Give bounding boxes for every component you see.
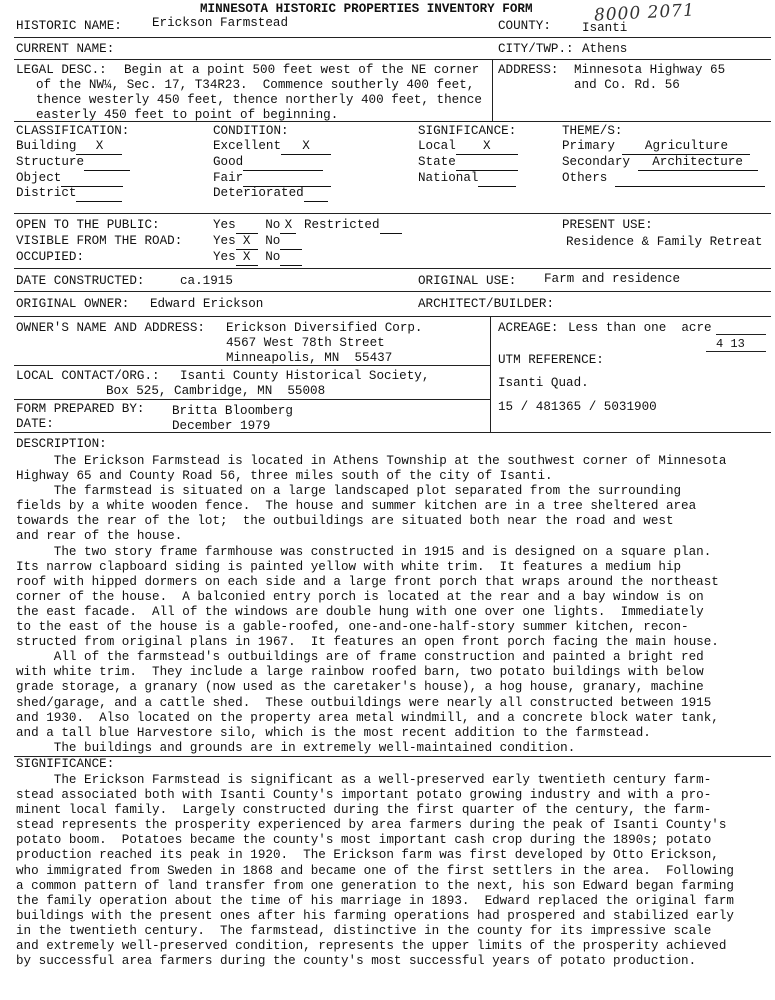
theme-others: Others <box>562 171 765 187</box>
utm-quad: Isanti Quad. <box>498 376 589 390</box>
original-use-value: Farm and residence <box>544 272 681 286</box>
present-use-value: Residence & Family Retreat <box>566 235 763 249</box>
condition-deteriorated: Deteriorated <box>213 186 328 202</box>
legal-desc-label: LEGAL DESC.: <box>16 63 107 77</box>
legal-desc-line: of the NW¼, Sec. 17, T34R23. Commence southerly 400 feet, <box>36 78 475 92</box>
open-to-public-label: OPEN TO THE PUBLIC: <box>16 218 160 232</box>
legal-desc-line: easterly 450 feet to point of beginning. <box>36 108 339 122</box>
local-contact-line: Isanti County Historical Society, <box>180 369 430 383</box>
description-body: The Erickson Farmstead is located in Athens Township at the southwest corner of Minnesota Highway 65 and County Road 56, three miles south of the city of Isanti. The farmstead is situated on a large landscaped plot separated from the surrounding fields by a white wooden fence. The house and summer kitchen are in a tree sheltered area towards the rear of the lot; the outbuildings are situated both near the road and west and rear of the house. The two story frame farmhouse was constructed in 1915 and is designed on a square plan. Its narrow clapboard siding is painted yellow with white trim. It features a medium hip roof with hipped dormers on each side and a large front porch that wraps around the northeast corner of the house. A balconied entry porch is located at the rear and a bay window is on the east facade. All of the windows are double hung with one over one lights. Immediately to the east of the house is a gable-roofed, one-and-one-half-story summer kitchen, recon- structed from original plans in 1967. It features an open front porch facing the main house. All of the farmstead's outbuildings are of frame construction and painted a bright red with white trim. They include a large rainbow roofed barn, two potato buildings with below grade storage, a granary (now used as the caretaker's house), a hog house, granary, machine shed/garage, and a cattle shed. These outbuildings were nearly all constructed between 1915 and 1930. Also located on the property area metal windmill, and a concrete block water tank, and a tall blue Harvestore silo, which is the most recent addition to the farmstead. The buildings and grounds are in extremely well-maintained condition. <box>16 454 727 755</box>
visible-from-road-options: Yes X No <box>213 234 302 250</box>
visible-from-road-label: VISIBLE FROM THE ROAD: <box>16 234 183 248</box>
utm-coords: 15 / 481365 / 5031900 <box>498 400 657 414</box>
condition-fair: Fair <box>213 171 331 187</box>
occupied-options: Yes X No <box>213 250 302 266</box>
condition-label: CONDITION: <box>213 124 289 138</box>
address-label: ADDRESS: <box>498 63 559 77</box>
condition-good: Good <box>213 155 323 171</box>
legal-desc-line: Begin at a point 500 feet west of the NE corner <box>124 63 480 77</box>
description-label: DESCRIPTION: <box>16 437 107 451</box>
legal-desc-line: thence westerly 450 feet, thence northerly 400 feet, thence <box>36 93 482 107</box>
form-date-value: December 1979 <box>172 419 271 433</box>
classification-building: Building X <box>16 139 122 155</box>
date-constructed-label: DATE CONSTRUCTED: <box>16 274 145 288</box>
owner-line: 4567 West 78th Street <box>226 336 385 350</box>
original-owner-value: Edward Erickson <box>150 297 264 311</box>
historic-name-value: Erickson Farmstead <box>152 16 289 30</box>
owner-line: Erickson Diversified Corp. <box>226 321 423 335</box>
acreage-value: Less than one acre <box>568 321 712 335</box>
classification-structure: Structure <box>16 155 130 171</box>
architect-label: ARCHITECT/BUILDER: <box>418 297 555 311</box>
utm-label: UTM REFERENCE: <box>498 353 604 367</box>
classification-district: District <box>16 186 122 202</box>
significance-national: National <box>418 171 516 187</box>
owner-label: OWNER'S NAME AND ADDRESS: <box>16 321 205 335</box>
significance-box-label: SIGNIFICANCE: <box>418 124 517 138</box>
form-prepared-by-value: Britta Bloomberg <box>172 404 293 418</box>
local-contact-label: LOCAL CONTACT/ORG.: <box>16 369 160 383</box>
form-number-handwritten: 8000 2071 <box>593 0 696 26</box>
form-title: MINNESOTA HISTORIC PROPERTIES INVENTORY FORM <box>200 2 533 16</box>
theme-secondary: Secondary Architecture <box>562 155 758 171</box>
open-to-public-options: Yes No X Restricted <box>213 218 402 234</box>
themes-label: THEME/S: <box>562 124 623 138</box>
city-twp-label: CITY/TWP.: <box>498 42 574 56</box>
significance-label: SIGNIFICANCE: <box>16 757 115 771</box>
current-name-label: CURRENT NAME: <box>16 42 115 56</box>
condition-excellent: Excellent X <box>213 139 331 155</box>
occupied-label: OCCUPIED: <box>16 250 85 264</box>
acreage-label: ACREAGE: <box>498 321 559 335</box>
city-twp-value: Athens <box>582 42 628 56</box>
acreage-code: 4 13 <box>716 337 745 351</box>
form-prepared-by-label: FORM PREPARED BY: <box>16 402 145 416</box>
historic-name-label: HISTORIC NAME: <box>16 19 122 33</box>
date-constructed-value: ca.1915 <box>180 274 233 288</box>
original-owner-label: ORIGINAL OWNER: <box>16 297 130 311</box>
address-line: Minnesota Highway 65 <box>574 63 726 77</box>
original-use-label: ORIGINAL USE: <box>418 274 517 288</box>
form-date-label: DATE: <box>16 417 54 431</box>
county-label: COUNTY: <box>498 19 551 33</box>
owner-line: Minneapolis, MN 55437 <box>226 351 393 365</box>
local-contact-line: Box 525, Cambridge, MN 55008 <box>106 384 326 398</box>
county-value: Isanti <box>582 21 628 35</box>
theme-primary: Primary Agriculture <box>562 139 750 155</box>
significance-body: The Erickson Farmstead is significant as a well-preserved early twentieth century farm- stead associated both with Isanti County's important potato growing industry and with a pro- minent local family. Largely constructed during the first quarter of the century, the farm- stead represents the prosperity experienced by area farmers during the peak of Isanti County's potato boom. Potatoes became the county's most important cash crop during the 1890s; potato production reached its peak in 1920. The Erickson farm was first developed by Otto Erickson, who immigrated from Sweden in 1868 and became one of the first settlers in the area. Following a common pattern of land transfer from one generation to the next, his son Edward began farming the family operation about the time of his marriage in 1893. Edward replaced the original farm buildings with the present ones after his farming operations had prospered and stabilized early in the twentieth century. The farmstead, distinctive in the county for its impressive scale and extremely well-preserved condition, represents the upper limits of the prosperity achieved by successful area farmers during the county's most successful years of potato production. <box>16 773 734 969</box>
present-use-label: PRESENT USE: <box>562 218 653 232</box>
significance-local: Local X <box>418 139 518 155</box>
classification-label: CLASSIFICATION: <box>16 124 130 138</box>
significance-state: State <box>418 155 518 171</box>
address-line: and Co. Rd. 56 <box>574 78 680 92</box>
classification-object: Object <box>16 171 123 187</box>
